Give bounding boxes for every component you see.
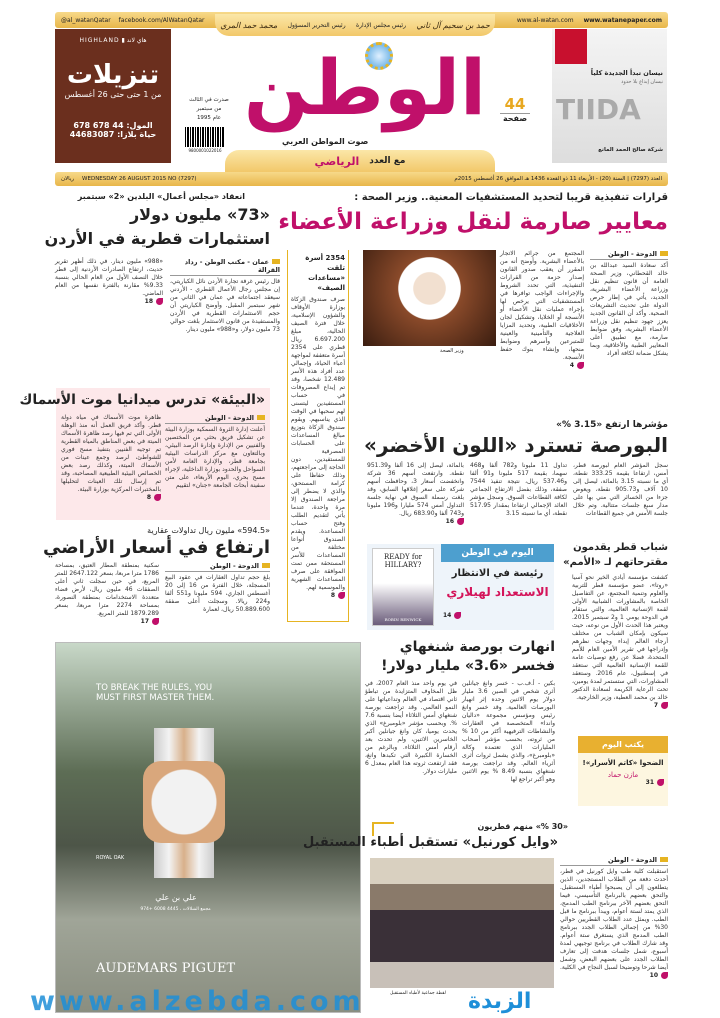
land-col-1 bbox=[165, 562, 270, 614]
photo-caption: لقطة جماعية لأطباء المستقبل bbox=[390, 991, 446, 996]
article-body: أكد سعادة السيد عبدالله بن خالد القحطاني، وزير الصحة العامة أن قانون تنظيم نقل وزراعة الأعضاء البشرية، الجديد، يأتي في إطار حرص الدولة على تحديث التشريعات الصحية. وأكد أن القانون الجديد يعزز جهود تنظيم نقل وزراعة الأعضاء البشرية، وفق ضوابط صارمة، مع تطبيق أعلى المعايير الطبية والأخلاقية، وبما يشكل ضمانة لكافة أفراد bbox=[590, 262, 668, 357]
page-ref[interactable] bbox=[55, 618, 159, 625]
shanghai-headline-2[interactable]: فخسر «3.6» مليار دولار! bbox=[381, 658, 555, 674]
cornell-headline[interactable]: «وايل كورنيل» تستقبل أطباء المستقبل bbox=[303, 835, 558, 850]
daily-column-box[interactable] bbox=[578, 736, 668, 806]
article-body: تداول 11 مليونا و782 ألفا و468 سهما، بقيمة 517 مليونا و91 ألفا و537.46 ريال، نتيجة تنفيذ 7544 صفقة، وذلك بفضل الارتفاع الجماعي لكافة القطاعات السوق. وسجل مؤشر العائد الإجمالي ارتفاعا بمقدار 517.95 نقطة، أي ما نسبته 3.15 bbox=[470, 462, 568, 517]
watch-model: ROYAL OAK bbox=[96, 855, 125, 861]
chair-signature: حمد بن سحيم آل ثاني bbox=[416, 20, 490, 30]
column-author: مازن حماد bbox=[607, 771, 639, 779]
supplement-name: الرياضي bbox=[314, 154, 360, 168]
cornell-body bbox=[560, 856, 668, 979]
youth-headline-2[interactable]: مقترحاتهم لـ «الأمم» bbox=[563, 557, 668, 568]
hillary-promo[interactable] bbox=[367, 544, 554, 630]
page-ref[interactable] bbox=[578, 779, 664, 786]
barcode-number: 9800001022016 bbox=[188, 148, 222, 153]
main-col-1 bbox=[590, 250, 668, 358]
article-body: كشفت مؤسسة أيادي الخير نحو آسيا «روتا»، عضو مؤسسة قطر للتربية والعلوم وتنمية المجتمع، عن التفاصيل الخاصة بالمشاورات الشبابية الأولى لقمة الإنسانية العالمية، والتي ستقام في الدوحة يومي 1 و2 سبتمبر 2015. ويعتبر هذا الحدث الأول من نوعه، حيث سيكون بإمكان الشباب من مختلف أرجاء العالم إبداء وجهات نظرهم وإدراجها في تقرير الأمين العام للأمم المتحدة، فضلا عن رفع توصيات عامة للقمة الإنسانية العالمية التي ستعقد في إسطنبول، عام 2016. وستعقد المشاورات، التي ستستمر لمدة يومين، تحت الرعاية الكريمة لسعادة الدكتور خالد بن محمد العطية، وزير الخارجية. bbox=[572, 574, 668, 701]
issue-info-ar: العدد (7297) | السنة (20) - الأربعاء 11 ذو القعدة 1436 هـ الموافق 26 أغسطس 2015م bbox=[454, 176, 662, 182]
arrow-icon bbox=[661, 972, 668, 979]
price: ريالان bbox=[61, 176, 75, 182]
site-link-2[interactable]: www.watanepaper.com bbox=[583, 16, 662, 24]
bourse-col-3 bbox=[367, 462, 464, 525]
page-number: 14 bbox=[443, 612, 452, 619]
jordan-headline-1[interactable]: «73» مليون دولار bbox=[129, 205, 270, 224]
ad-brand: AUDEMARS PIGUET bbox=[96, 961, 236, 976]
sidebar-title[interactable]: 2354 أسرة تلقت «مساعدات الصيف» bbox=[305, 254, 345, 292]
byline: عمان - مكتب الوطن - رداد القرالة bbox=[170, 258, 280, 276]
column-title: الضحوا «كاتم الأسرار»! bbox=[582, 759, 664, 767]
article-body: في يوم واحد منذ العام 2007، في ظل المخاوف المتزايدة من تباطؤ ثاني اقتصاد في العالم وتداعياتها على النمو العالمي. وقد تراجعت بورصة شنغهاي أمس الثلاثاء أيضا بنسبة 7.6 %. وبحسب مؤشر «بلومبرغ» الذي يحدث يوميا، كان وانغ جيانلين أكبر الخاسرين الاثنين، ولم تحدث بعد أرقام أمس الثلاثاء. وبالرغم من الخسارة الكبيرة التي تكبدها وانغ، فقد ارتفعت ثروته هذا العام بمعدل 6 مليارات دولار. bbox=[365, 680, 457, 775]
land-col-2 bbox=[55, 562, 159, 625]
bourse-kicker: مؤشرها ارتفع «3.15 %» bbox=[556, 420, 668, 430]
ad-subtitle: من 1 حتى حتى 26 أغسطس bbox=[64, 90, 162, 99]
book-title: READY for HILLARY? bbox=[383, 553, 423, 569]
jordan-kicker: انعقاد «مجلس أعمال» البلدين «2» سبتمبر bbox=[77, 192, 245, 201]
byline: الدوحة - الوطن bbox=[165, 562, 270, 572]
jordan-col-2 bbox=[55, 258, 163, 305]
shanghai-col-2 bbox=[365, 680, 457, 776]
barcode bbox=[185, 127, 225, 147]
ad-dealer: علي بن علي bbox=[155, 893, 197, 902]
arrow-icon bbox=[661, 702, 668, 709]
site-links bbox=[497, 12, 662, 28]
page-ref[interactable] bbox=[500, 362, 584, 369]
ad-brand: HIGHLAND bbox=[79, 37, 120, 44]
article-body: «988» مليون دينار. في ذلك أظهر تقرير حديث، ارتفاع الصادرات الأردنية إلى قطر خلال النصف الأول من العام الحالي بنسبة 9.33% مقارنة بالفترة نفسها من العام الماضي. bbox=[55, 258, 163, 297]
jordan-headline-2[interactable]: استثمارات قطرية في الأردن bbox=[44, 229, 270, 248]
ad-dealer: شركة صالح الحمد المانع bbox=[598, 147, 663, 153]
facebook-link[interactable]: facebook.com/AlWatanQatar bbox=[118, 16, 205, 24]
nissan-ad[interactable] bbox=[552, 29, 667, 163]
arrow-icon bbox=[154, 494, 161, 501]
column-label: يكتب اليوم bbox=[578, 736, 668, 753]
land-kicker: «594.5» مليون ريال تداولات عقارية bbox=[147, 526, 270, 535]
twitter-handle[interactable]: @al_watanQatar bbox=[61, 16, 111, 24]
byline: الدوحة - الوطن bbox=[590, 250, 668, 260]
article-body: أعلنت إدارة الثروة السمكية بوزارة البيئة عن تشكيل فريق بحثي من المختصين والفنيين من الإدارة وإدارة الرصد البيئي، وبالتعاون مع مركز الدراسات البيئية بجامعة قطر، والإدارة العامة لأمن السواحل والحدود بوزارة الداخلية، لإجراء مسح بحري، اليوم الأربعاء، على متن سفينة أبحاث الجامعة «جنان» لتقييم bbox=[165, 426, 265, 490]
nissan-logo bbox=[555, 29, 587, 64]
founded-line: من سبتمبر bbox=[196, 106, 222, 112]
founded-note bbox=[185, 96, 233, 123]
ad-title: نيسان تبدأ الجديدة كلياً bbox=[590, 69, 663, 77]
site-link-1[interactable]: www.al-watan.com bbox=[516, 16, 574, 24]
arrow-icon bbox=[657, 779, 664, 786]
book-cover bbox=[372, 548, 434, 626]
with-issue-label: مع العدد bbox=[369, 156, 406, 166]
page-number: 4 bbox=[569, 362, 574, 369]
jordan-col-1 bbox=[170, 258, 280, 334]
promo-label: اليوم في الوطن bbox=[441, 544, 554, 562]
supplement-tab[interactable] bbox=[225, 150, 495, 172]
audemars-piguet-ad[interactable] bbox=[55, 642, 361, 1013]
photo-caption: وزير الصحة bbox=[440, 348, 464, 354]
page-number: 18 bbox=[144, 298, 153, 305]
main-col-2 bbox=[500, 250, 584, 369]
main-headline[interactable]: معايير صارمة لنقل وزراعة الأعضاء bbox=[278, 209, 668, 235]
newspaper-logo: الوطن bbox=[243, 43, 487, 132]
sidebar-body: صرف صندوق الزكاة بوزارة الأوقاف والشؤون الإسلامية، خلال فترة الصيف الحالية، مبلغ 6.697.200 ريال قطري على 2354 أسرة متعففة لمواجهة أعباء الحياة، وإجمالي عدد أفراد هذه الأسر 12.489 شخصا، وقد تم إيداع المصروفات في حساب المستفيدين ليتسنى لهم سحبها في الوقت الذي يناسبهم. ويقوم صندوق الزكاة بتوزيع مبالغ المساعدات على الحسابات المصرفية للمستفيدين، دون الحاجة إلى مراجعتهم، وذلك حفاظا على كرامة المستحق، والذي لا يضطر إلى مراجعة الصندوق إلا مرة واحدة، عندما يأتي لتقديم الطلب وفتح حساب المساعدة. ويقدم الصندوق أنواعا مختلفة من المساعدات للأسر المستحقة ممن تمت الموافقة على صرف المساعدات الشهرية والموسمية لهم. bbox=[291, 296, 345, 591]
page-number: 10 bbox=[649, 972, 658, 979]
page-ref[interactable] bbox=[572, 702, 668, 709]
bourse-col-1 bbox=[573, 462, 668, 518]
main-kicker: قرارات تنفيذية قريبا لتحديد المستشفيات المعنية.. وزير الصحة : bbox=[354, 192, 668, 203]
page-number: 8 bbox=[330, 592, 335, 599]
article-body: استقبلت كلية طب وايل كورنيل في قطر، أحدث دفعة من الطلاب المستجدين، الذين يتطلعون إلى أن يصبحوا أطباء المستقبل. والتحق بعضهم بالبرنامج التأسيسي، فيما التحق بعضهم الآخر ببرنامج الطب المدمج، الذي يمتد لستة أعوام، ويبدأ ببرنامج ما قبل الطب. ويمثل عدد الطلاب القطريين حوالي 30% من إجمالي الطلاب الجدد ببرنامج الطب المدمج الذي يستغرق ستة أعوام. وقد شارك الطلاب في برنامج توجيهي لمدة أسبوع، شمل جلسات هدفت إلى تعارف الطلاب الجدد على بعضهم البعض، وشمل أيضا شرحا وتوضيحا لسبل النجاح في الكلية. bbox=[560, 868, 668, 971]
page-count-label: صفحة bbox=[500, 113, 530, 123]
slogan: صوت المواطن العربي bbox=[282, 137, 369, 146]
environment-headline[interactable]: «البيئة» تدرس ميدانيا موت الأسماك bbox=[19, 392, 265, 408]
ad-phone: مجمع الشلالات ، 4445 6008 +974 bbox=[140, 907, 211, 912]
arrow-icon bbox=[454, 612, 461, 619]
article-body: بلغ حجم تداول العقارات في عقود البيع المسجلة، خلال الفترة من 16 إلى 20 أغسطس الجاري، 594 مليونا و551 ألفا و224 ريالا. وسجلت أعلى صفقة 50.889.600 ريال، لعمارة bbox=[165, 574, 271, 613]
book-author: ROBIN RENWICK bbox=[384, 617, 422, 622]
page-ref[interactable] bbox=[61, 494, 161, 501]
shanghai-headline-1[interactable]: انهارت بورصة شنغهاي bbox=[399, 639, 555, 655]
youth-headline-1[interactable]: شباب قطر يقدمون bbox=[573, 542, 668, 553]
article-body: قال رئيس غرفة تجارة الأردن نائل الكباريتي، إن مجلس رجال الأعمال القطري - الأردني سيعقد اجتماعاته في عمان في الثاني من شهر سبتمبر المقبل. وأوضح الكباريتي أن حجم الاستثمارات القطرية في الأردن والمستفيدة من قانون الاستثمار بلغت حوالي 73 مليون دولار، و«988» مليون دينار. bbox=[170, 278, 280, 333]
article-body: سكنية بمنطقة المطار العتيق، بمساحة 1786 مترا مربعا، بسعر 2647.122 للمتر المربع، في حين سجلت ثاني أعلى الصفقات 46 مليون ريال، لأرض فضاء متعددة الاستخدامات بمنطقة النصورة، بمساحة 2274 مترا مربعا، بسعر 1879.289 للمتر المربع. bbox=[55, 562, 159, 617]
article-body: بالمائة، ليصل إلى 16 ألفا و951.39 نقطة. وارتفعت أسهم 36 شركة وانخفضت أسعار 3، وحافظت أسهم شركة على سعر إغلاقها السابق، وقد بلغت رسملة السوق في نهاية جلسة التداول أمس 574 مليارا و196 مليونا و743 ألفا و683.90 ريال. bbox=[367, 462, 465, 517]
issue-date-en: WEDNESDAY 26 AUGUST 2015 NO (7297) bbox=[82, 176, 197, 182]
ad-phone-2: حياة بلازا: 44683087 bbox=[69, 130, 157, 139]
page-ref[interactable] bbox=[443, 612, 461, 619]
watch-image bbox=[143, 761, 225, 843]
page-number: 16 bbox=[445, 518, 454, 525]
corner-accent bbox=[372, 822, 394, 836]
arrow-icon bbox=[577, 362, 584, 369]
article-body: سجل المؤشر العام لبورصة قطر، أمس، ارتفاعا بقيمة 333.25 نقطة، أي ما نسبته 3.15 بالمائة، ليصل إلى 10 آلاف و905.73 نقطة، ويعوض جزءا من الخسائر التي مني بها على مدار سبع جلسات متتالية. وتم خلال جلسة الأمس في جميع القطاعات bbox=[573, 462, 668, 517]
promo-line-1: رئيسة في الانتظار bbox=[451, 568, 544, 579]
article-body: ظاهرة موت الأسماك في مياه دولة قطر. وأكد فريق العمل أنه منذ الوهلة الأولى التي تم فيها رصد ظاهرة الأسماك الميتة في بعض المناطق بالمياه القطرية تم توجيه الفنيين بتنفيذ مسح فوري للشواطئ، لرصد وجمع عينات من الأسماك الميتة، وكذلك رصد بعض الخصائص البيئية الطبيعية المصاحبة، وقد تم إرسال تلك العينات لتحليلها بالمختبرات المركزية بوزارة البيئة. bbox=[61, 414, 161, 494]
byline: الدوحة - الوطن bbox=[165, 414, 265, 424]
shanghai-col-1 bbox=[462, 680, 555, 784]
youth-body bbox=[572, 574, 668, 709]
arrow-icon bbox=[152, 618, 159, 625]
cornell-kicker: «30 %» منهم قطريون bbox=[477, 822, 568, 831]
founded-line: صدرت في الثالث bbox=[189, 97, 229, 103]
land-headline[interactable]: ارتفاع في أسعار الأراضي bbox=[43, 537, 270, 558]
masthead-credits bbox=[215, 14, 495, 36]
promo-line-2: الاستعداد لهيلاري bbox=[446, 585, 549, 599]
page-ref[interactable] bbox=[55, 298, 163, 305]
bourse-col-2 bbox=[470, 462, 567, 518]
watermark-logo: الزبدة bbox=[468, 989, 532, 1014]
page-ref[interactable] bbox=[291, 592, 345, 599]
ad-tagline: TO BREAK THE RULES, YOU MUST FIRST MASTER THEM. bbox=[96, 683, 215, 703]
ad-model: TIIDA bbox=[556, 93, 641, 126]
article-body: المجتمع من جرائم الاتجار بالأعضاء البشرية. وأوضح أنه من المقرر أن يعقب صدور القانون إصدار حزمة من القرارات التنفيذية، التي تحدد الشروط والإجراءات الواجب توافرها في المستشفيات التي يرخص لها بإجراء عمليات نقل الأعضاء أو الأنسجة أو الخلايا، وتشكيل لجان الأخلاقيات الطبية، وتحديد المزايا العلاجية والتأمينية والعينية للمتبرعين وأسرهم وضوابط منحها، وإنشاء بنوك حفظ الأنسجة. bbox=[500, 250, 584, 361]
page-ref[interactable] bbox=[560, 972, 668, 979]
arrow-icon bbox=[457, 518, 464, 525]
highland-ad[interactable]: هاي لاند ▮ HIGHLAND تنزيلات من 1 حتى حتى 26 أغسطس المول: 44 678 678 حياة بلازا: 44683087 bbox=[55, 29, 171, 163]
bourse-headline[interactable]: البورصة تسترد «اللون الأخضر» bbox=[364, 433, 668, 457]
editor-signature: محمد حمد المري bbox=[220, 20, 278, 30]
environment-box bbox=[19, 388, 270, 520]
page-ref[interactable] bbox=[367, 518, 464, 525]
arrow-icon bbox=[156, 298, 163, 305]
ad-subtitle: نيسان إبداع بلا حدود bbox=[621, 79, 663, 85]
ad-phone-1: المول: 44 678 678 bbox=[73, 121, 153, 130]
ad-brand-ar: هاي لاند bbox=[126, 37, 147, 44]
page-number: 31 bbox=[645, 779, 654, 786]
page-number: 7 bbox=[653, 702, 658, 709]
social-links bbox=[61, 12, 221, 28]
page-count-number: 44 bbox=[504, 95, 526, 113]
chair-label: رئيس مجلس الإدارة bbox=[355, 21, 407, 29]
arrow-icon bbox=[338, 592, 345, 599]
zakat-sidebar bbox=[287, 250, 349, 622]
watermark-url: www.alzebda.com bbox=[30, 986, 365, 1017]
founded-line: عام 1995 bbox=[196, 115, 222, 121]
students-photo bbox=[370, 858, 554, 988]
page-number: 17 bbox=[140, 618, 149, 625]
page-count bbox=[500, 95, 530, 123]
page-number: 8 bbox=[146, 494, 151, 502]
ad-title: تنزيلات bbox=[66, 60, 160, 90]
issue-bar bbox=[55, 172, 668, 186]
editor-label: رئيس التحرير المسؤول bbox=[287, 21, 346, 29]
byline: الدوحة - الوطن bbox=[560, 856, 668, 866]
article-body: بكين - أ.ف.ب - خسر وانغ جيانلين أثرى شخص في الصين 3.6 مليار دولار يوم الاثنين وحده إثر انهيار البورصات العالمية. وقد خسر وانغ رئيس ومؤسس مجموعة «داليان واندا» المتخصصة في العقارات والنشاطات الترفيهية أكثر من 10 % من ثروته، بحسب مؤشر أصحاب المليارات الذي تعتمده وكالة «بلومبرغ»، والذي يشمل ثروات أثرى أثرياء العالم. وقد تراجعت بورصة شنغهاي بنسبة 8.49 % يوم الاثنين وهو أكبر تراجع لها bbox=[462, 680, 556, 783]
minister-photo bbox=[363, 250, 496, 346]
